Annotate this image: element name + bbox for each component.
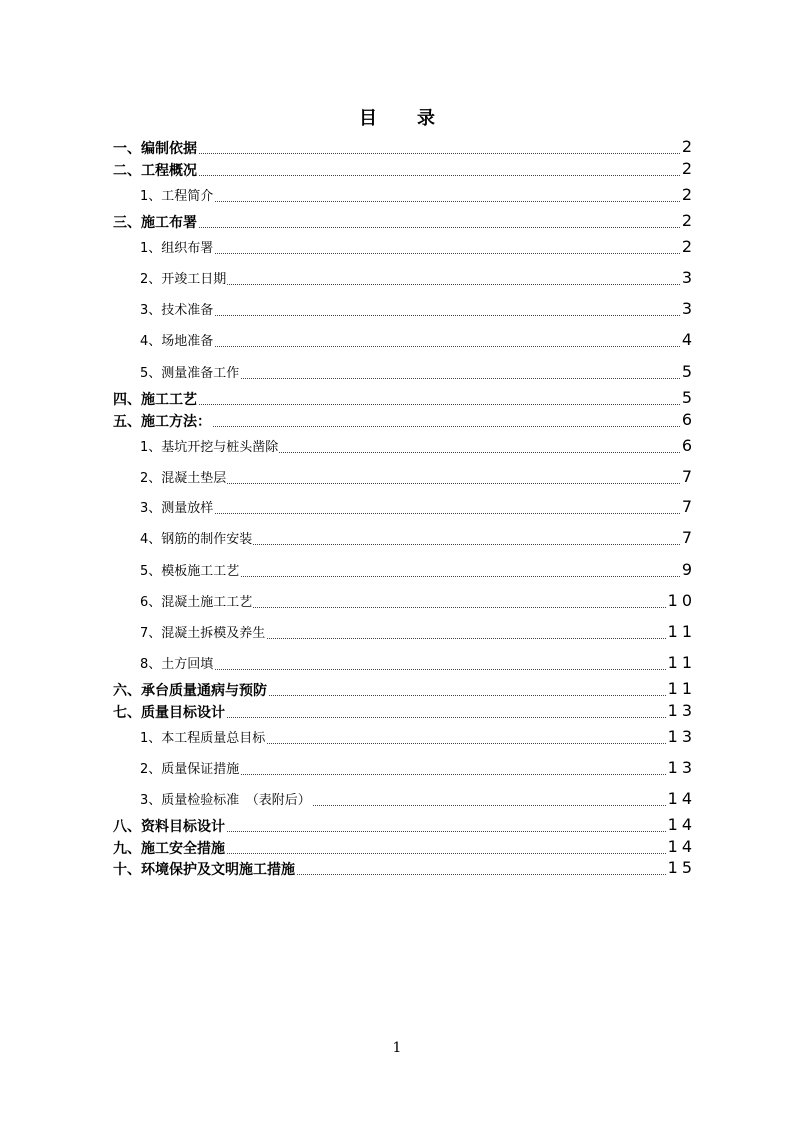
toc-entry-label: 1、工程简介	[140, 189, 214, 204]
toc-entry-label: 四、施工工艺	[113, 392, 197, 408]
toc-entry-label: 八、资料目标设计	[113, 819, 225, 835]
toc-page-number: 7	[681, 497, 696, 516]
toc-page-number: 15	[667, 858, 696, 877]
toc-page-number: 11	[667, 653, 696, 672]
page-number: 1	[392, 1040, 402, 1056]
toc-entry-label: 3、测量放样	[140, 501, 214, 516]
toc-page-number: 3	[681, 299, 696, 318]
toc-subsection-entry[interactable]	[0, 622, 794, 642]
toc-page-number: 13	[667, 727, 696, 746]
toc-entry-label: 1、组织布署	[140, 241, 214, 256]
toc-page-number: 2	[681, 159, 696, 178]
dot-leader	[113, 175, 680, 176]
title-char-right: 录	[417, 108, 435, 129]
toc-section-entry[interactable]	[0, 815, 794, 835]
dot-leader	[140, 669, 666, 670]
toc-page-number: 10	[667, 591, 696, 610]
toc-page-number: 5	[681, 388, 696, 407]
toc-subsection-entry[interactable]	[0, 497, 794, 517]
dot-leader	[140, 346, 680, 347]
toc-entry-label: 5、测量准备工作	[140, 366, 240, 381]
toc-subsection-entry[interactable]	[0, 727, 794, 747]
toc-entry-label: 五、施工方法：	[113, 414, 211, 430]
toc-page-number: 6	[681, 410, 696, 429]
toc-subsection-entry[interactable]	[0, 560, 794, 580]
toc-entry-label: 二、工程概况	[113, 163, 197, 179]
toc-page-number: 14	[667, 837, 696, 856]
toc-section-entry[interactable]	[0, 410, 794, 430]
toc-page-number: 2	[681, 185, 696, 204]
toc-section-entry[interactable]	[0, 159, 794, 179]
toc-section-entry[interactable]	[0, 211, 794, 231]
toc-subsection-entry[interactable]	[0, 436, 794, 456]
page-title	[0, 104, 794, 130]
toc-page-number: 7	[681, 467, 696, 486]
toc-subsection-entry[interactable]	[0, 789, 794, 809]
toc-entry-label: 7、混凝土拆模及养生	[140, 626, 266, 641]
toc-entry-label: 十、环境保护及文明施工措施	[113, 862, 295, 878]
toc-page-number: 14	[667, 815, 696, 834]
toc-section-entry[interactable]	[0, 701, 794, 721]
dot-leader	[113, 404, 680, 405]
dot-leader	[140, 315, 680, 316]
toc-subsection-entry[interactable]	[0, 467, 794, 487]
dot-leader	[113, 153, 680, 154]
toc-page-number: 11	[667, 622, 696, 641]
toc-entry-label: 九、施工安全措施	[113, 841, 225, 857]
toc-entry-label: 2、开竣工日期	[140, 272, 227, 287]
toc-entry-label: 3、质量检验标准 （表附后）	[140, 793, 311, 808]
toc-section-entry[interactable]	[0, 137, 794, 157]
toc-entry-label: 3、技术准备	[140, 303, 214, 318]
toc-section-entry[interactable]	[0, 858, 794, 878]
toc-subsection-entry[interactable]	[0, 758, 794, 778]
toc-page-number: 2	[681, 211, 696, 230]
toc-page-number: 11	[667, 679, 696, 698]
toc-page-number: 9	[681, 560, 696, 579]
toc-entry-label: 6、混凝土施工工艺	[140, 595, 253, 610]
dot-leader	[140, 201, 680, 202]
toc-page-number: 7	[681, 528, 696, 547]
toc-subsection-entry[interactable]	[0, 591, 794, 611]
toc-subsection-entry[interactable]	[0, 299, 794, 319]
toc-entry-label: 三、施工布署	[113, 215, 197, 231]
toc-entry-label: 2、混凝土垫层	[140, 471, 227, 486]
title-char-left: 目	[359, 108, 377, 129]
toc-entry-label: 5、模板施工工艺	[140, 564, 240, 579]
toc-entry-label: 8、土方回填	[140, 657, 214, 672]
toc-entry-label: 一、编制依据	[113, 141, 197, 157]
toc-section-entry[interactable]	[0, 679, 794, 699]
toc-page-number: 3	[681, 268, 696, 287]
toc-page-number: 4	[681, 330, 696, 349]
toc-page-number: 6	[681, 436, 696, 455]
toc-entry-label: 1、基坑开挖与桩头凿除	[140, 440, 279, 455]
toc-page-number: 14	[667, 789, 696, 808]
toc-subsection-entry[interactable]	[0, 185, 794, 205]
toc-entry-label: 4、钢筋的制作安装	[140, 532, 253, 547]
toc-entry-label: 七、质量目标设计	[113, 705, 225, 721]
toc-entry-label: 1、本工程质量总目标	[140, 731, 266, 746]
toc-subsection-entry[interactable]	[0, 362, 794, 382]
dot-leader	[113, 227, 680, 228]
toc-page-number: 13	[667, 758, 696, 777]
toc-entry-label: 2、质量保证措施	[140, 762, 240, 777]
toc-subsection-entry[interactable]	[0, 330, 794, 350]
toc-subsection-entry[interactable]	[0, 528, 794, 548]
toc-page-number: 2	[681, 237, 696, 256]
dot-leader	[140, 513, 680, 514]
toc-page-number: 2	[681, 137, 696, 156]
toc-subsection-entry[interactable]	[0, 237, 794, 257]
toc-entry-label: 4、场地准备	[140, 334, 214, 349]
toc-subsection-entry[interactable]	[0, 653, 794, 673]
toc-subsection-entry[interactable]	[0, 268, 794, 288]
toc-section-entry[interactable]	[0, 837, 794, 857]
dot-leader	[140, 253, 680, 254]
toc-section-entry[interactable]	[0, 388, 794, 408]
toc-page-number: 5	[681, 362, 696, 381]
toc-entry-label: 六、承台质量通病与预防	[113, 683, 267, 699]
toc-page-number: 13	[667, 701, 696, 720]
